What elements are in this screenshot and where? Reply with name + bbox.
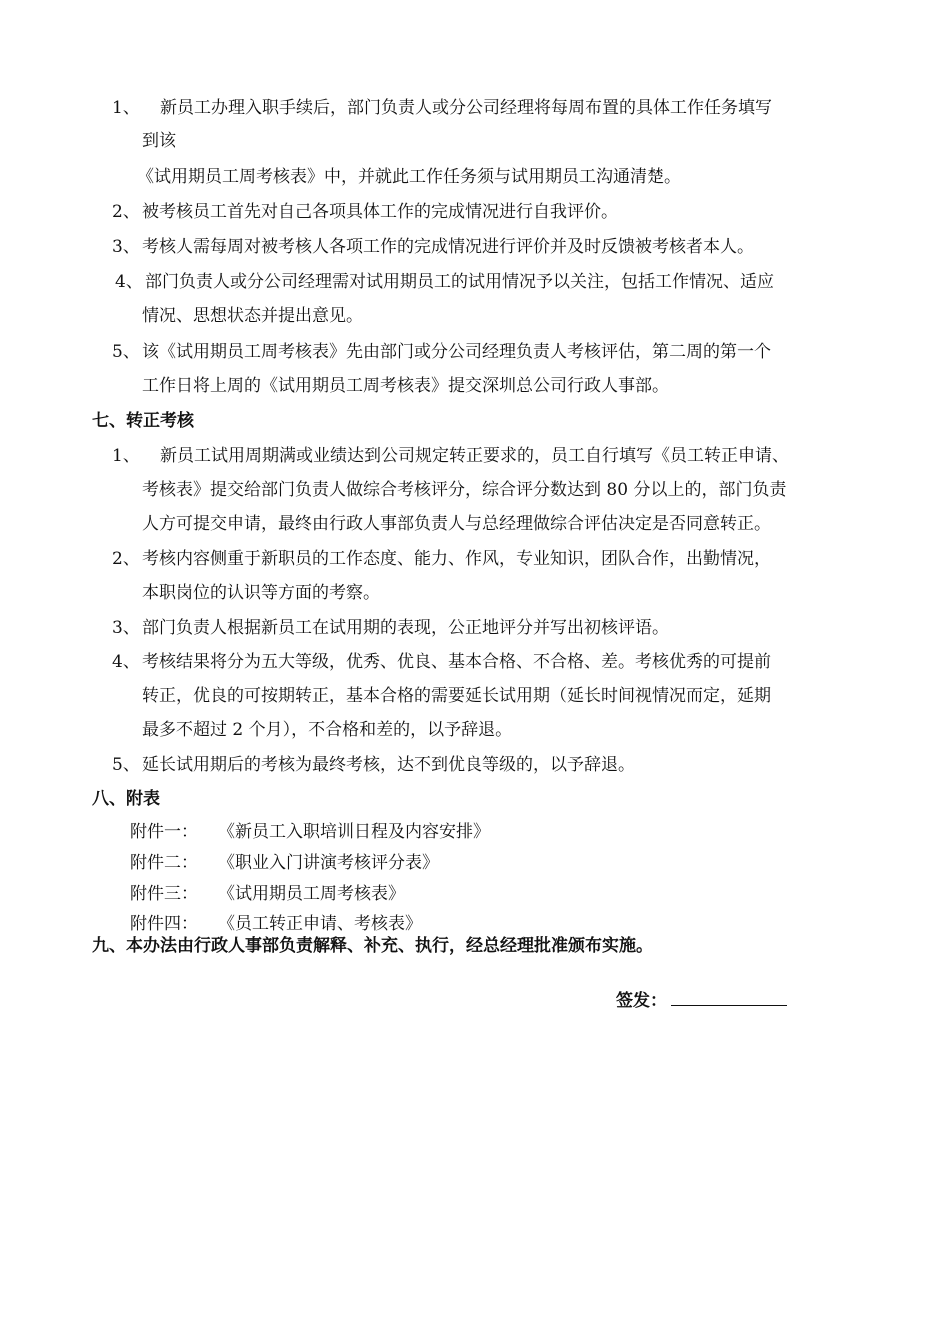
- s6-item3-line1: 考核人需每周对被考核人各项工作的完成情况进行评价并及时反馈被考核者本人。: [142, 237, 754, 257]
- s6-item5-num: 5、: [112, 342, 140, 362]
- s7-item1-line3: 人方可提交申请，最终由行政人事部负责人与总经理做综合评估决定是否同意转正。: [142, 514, 771, 534]
- section8-heading: 八、附表: [92, 789, 160, 809]
- section9-text: 九、本办法由行政人事部负责解释、补充、执行，经总经理批准颁布实施。: [92, 936, 653, 956]
- signature-block: [616, 990, 787, 1012]
- s6-item3-num: 3、: [112, 237, 140, 257]
- attachment-2-label: 附件二：: [130, 853, 198, 873]
- attachment-4-title: 《员工转正申请、考核表》: [218, 914, 422, 934]
- attachment-1-title: 《新员工入职培训日程及内容安排》: [218, 822, 490, 842]
- s7-item1-num: 1、: [112, 446, 140, 466]
- s6-item4-num: 4、: [115, 272, 143, 292]
- s7-item4-line3: 最多不超过 2 个月），不合格和差的，以予辞退。: [142, 720, 513, 740]
- s7-item4-line1: 考核结果将分为五大等级，优秀、优良、基本合格、不合格、差。考核优秀的可提前: [142, 652, 771, 672]
- s6-item2-line1: 被考核员工首先对自己各项具体工作的完成情况进行自我评价。: [142, 202, 618, 222]
- attachment-3-title: 《试用期员工周考核表》: [218, 884, 405, 904]
- s7-item2-num: 2、: [112, 549, 140, 569]
- s7-item3-num: 3、: [112, 618, 140, 638]
- s6-item1-line3: 《试用期员工周考核表》中，并就此工作任务须与试用期员工沟通清楚。: [137, 167, 681, 187]
- s6-item4-line2: 情况、思想状态并提出意见。: [142, 306, 363, 326]
- attachment-4-label: 附件四：: [130, 914, 198, 934]
- s7-item5-line1: 延长试用期后的考核为最终考核，达不到优良等级的，以予辞退。: [142, 755, 635, 775]
- s6-item1-line1: 新员工办理入职手续后，部门负责人或分公司经理将每周布置的具体工作任务填写: [160, 98, 772, 118]
- s7-item3-line1: 部门负责人根据新员工在试用期的表现，公正地评分并写出初核评语。: [142, 618, 669, 638]
- s7-item2-line2: 本职岗位的认识等方面的考察。: [142, 583, 380, 603]
- attachment-3-label: 附件三：: [130, 884, 198, 904]
- s6-item4-line1: 部门负责人或分公司经理需对试用期员工的试用情况予以关注，包括工作情况、适应: [145, 272, 774, 292]
- s6-item1-line2: 到该: [142, 131, 176, 151]
- s7-item1-line2: 考核表》提交给部门负责人做综合考核评分，综合评分数达到 80 分以上的，部门负责: [142, 480, 787, 500]
- s7-item1-line1: 新员工试用周期满或业绩达到公司规定转正要求的，员工自行填写《员工转正申请、: [160, 446, 789, 466]
- s6-item5-line1: 该《试用期员工周考核表》先由部门或分公司经理负责人考核评估，第二周的第一个: [142, 342, 771, 362]
- s7-item4-line2: 转正，优良的可按期转正，基本合格的需要延长试用期（延长时间视情况而定，延期: [142, 686, 771, 706]
- s6-item1-num: 1、: [112, 98, 140, 118]
- attachment-2-title: 《职业入门讲演考核评分表》: [218, 853, 439, 873]
- attachment-1-label: 附件一：: [130, 822, 198, 842]
- signature-line: [671, 991, 787, 1006]
- s6-item5-line2: 工作日将上周的《试用期员工周考核表》提交深圳总公司行政人事部。: [142, 376, 669, 396]
- signature-label: 签发：: [616, 991, 667, 1011]
- s7-item4-num: 4、: [112, 652, 140, 672]
- s7-item2-line1: 考核内容侧重于新职员的工作态度、能力、作风，专业知识，团队合作，出勤情况，: [142, 549, 771, 569]
- s6-item2-num: 2、: [112, 202, 140, 222]
- s7-item5-num: 5、: [112, 755, 140, 775]
- section7-heading: 七、转正考核: [92, 411, 194, 431]
